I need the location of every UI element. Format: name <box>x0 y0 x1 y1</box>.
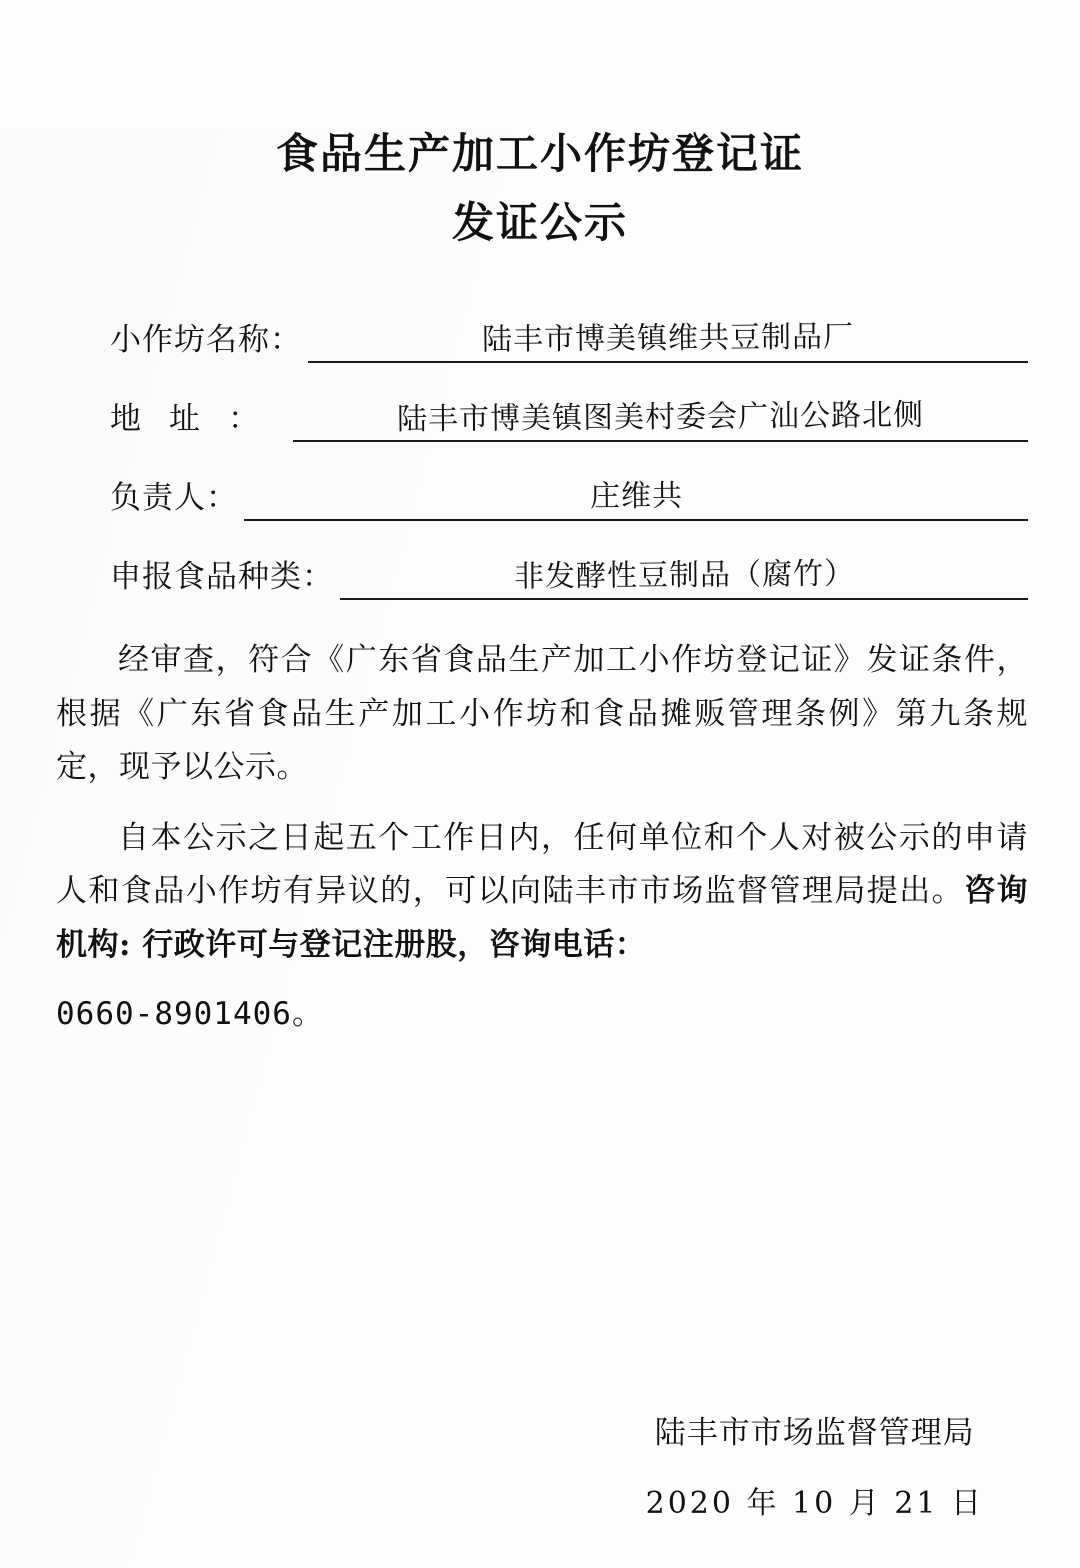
field-label-address: 地址： <box>110 401 287 438</box>
paragraph-objection <box>56 812 1028 972</box>
page-title: 食品生产加工小作坊登记证 <box>275 129 804 178</box>
body-text <box>0 634 1080 1039</box>
field-row-food-category <box>110 544 1028 600</box>
field-label-workshop-name: 小作坊名称： <box>110 322 302 359</box>
field-underline-person-in-charge <box>244 471 1028 521</box>
field-label-food-category: 申报食品种类： <box>110 559 334 596</box>
field-row-workshop-name <box>110 307 1028 363</box>
field-value-person-in-charge: 庄维共 <box>589 478 683 515</box>
field-list <box>0 307 1080 600</box>
signature-block <box>646 1410 984 1523</box>
paragraph-review: 经审查，符合《广东省食品生产加工小作坊登记证》发证条件，根据《广东省食品生产加工小作坊和食品摊贩管理条例》第九条规定，现予以公示。 <box>56 642 1028 785</box>
field-row-person-in-charge <box>110 465 1028 521</box>
paragraph-contact-bold: 咨询机构: 行政许可与登记注册股，咨询电话： <box>56 873 1029 963</box>
field-value-workshop-name: 陆丰市博美镇维共豆制品厂 <box>481 319 855 358</box>
field-row-address <box>110 386 1028 442</box>
paragraph-objection-text: 自本公示之日起五个工作日内，任何单位和个人对被公示的申请人和食品小作坊有异议的，可以向陆丰市市场监督管理局提出。 <box>56 820 1028 910</box>
page-subtitle: 发证公示 <box>451 197 628 247</box>
field-underline-address <box>293 392 1028 442</box>
contact-phone: 0660-8901406。 <box>56 996 324 1033</box>
signature-organization: 陆丰市市场监督管理局 <box>654 1414 975 1451</box>
document-page <box>0 128 1080 1568</box>
field-value-food-category: 非发酵性豆制品（腐竹） <box>513 556 855 595</box>
field-underline-food-category <box>340 550 1028 600</box>
title-block <box>0 128 1080 251</box>
signature-date: 2020 年 10 月 21 日 <box>645 1486 984 1521</box>
field-underline-workshop-name <box>308 313 1028 363</box>
field-value-address: 陆丰市博美镇图美村委会广汕公路北侧 <box>396 397 925 438</box>
field-label-person-in-charge: 负责人： <box>110 480 238 517</box>
